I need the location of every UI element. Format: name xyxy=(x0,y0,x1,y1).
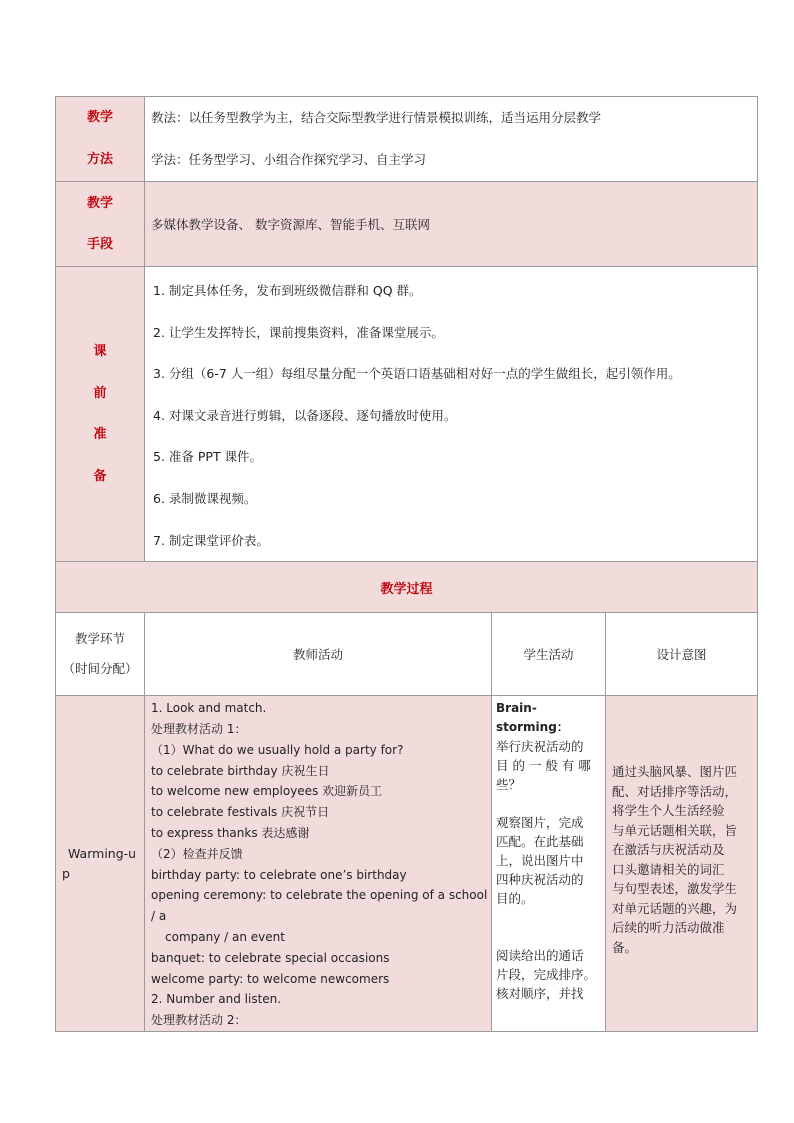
teacher-line: 处理教材活动 2： xyxy=(151,1013,247,1028)
intent-line: 将学生个人生活经验 xyxy=(612,803,725,819)
student-line xyxy=(496,927,605,946)
header-student: 学生活动 xyxy=(492,613,606,696)
header-intent: 设计意图 xyxy=(606,613,758,696)
student-line xyxy=(496,908,605,927)
process-title: 教学过程 xyxy=(56,562,758,613)
intent-line: 对单元话题的兴趣，为 xyxy=(612,900,738,916)
student-line: 目 的 一 般 有 哪 xyxy=(496,758,591,774)
means-label-line: 教学 xyxy=(86,196,113,211)
intent-line: 配、对话排序等活动， xyxy=(612,783,738,799)
teacher-line: to celebrate festivals 庆祝节日 xyxy=(151,805,330,820)
prep-content xyxy=(145,267,758,562)
warmup-teacher xyxy=(145,696,492,1032)
prep-item: 6. 录制微课视频。 xyxy=(153,490,257,506)
student-line: 举行庆祝活动的 xyxy=(496,739,584,755)
teacher-line: to welcome new employees 欢迎新员工 xyxy=(151,784,383,799)
intent-line: 通过头脑风暴、图片匹 xyxy=(612,764,738,780)
warmup-student xyxy=(492,696,606,1032)
prep-label-line: 课 xyxy=(93,344,107,360)
warmup-stage-line: p xyxy=(62,865,70,881)
prep-label xyxy=(56,267,145,562)
lesson-plan-page xyxy=(55,96,757,1032)
student-line: 阅读给出的通话 xyxy=(496,948,584,964)
intent-line: 备。 xyxy=(612,939,638,955)
intent-line: 与单元话题相关联，旨 xyxy=(612,822,738,838)
student-line xyxy=(496,794,605,813)
teacher-line: 1. Look and match. xyxy=(151,701,267,716)
process-header-row xyxy=(56,613,758,696)
teacher-line: opening ceremony: to celebrate the opening of a school / a xyxy=(151,888,488,924)
student-title: Brain-storming： xyxy=(496,701,569,735)
teacher-line: company / an event xyxy=(165,929,285,944)
intent-line: 口头邀请相关的词汇 xyxy=(612,861,725,877)
prep-row xyxy=(56,267,758,562)
process-title-row xyxy=(56,562,758,613)
methods-row xyxy=(56,97,758,182)
means-row xyxy=(56,182,758,267)
teacher-line: welcome party: to welcome newcomers xyxy=(151,971,390,986)
teacher-line: banquet: to celebrate special occasions xyxy=(151,950,390,965)
student-line: 观察图片，完成 xyxy=(496,815,584,831)
intent-line: 后续的听力活动做准 xyxy=(612,920,725,936)
prep-item: 3. 分组（6-7 人一组）每组尽量分配一个英语口语基础相对好一点的学生做组长，起引领作用。 xyxy=(153,366,681,382)
teacher-line: birthday party: to celebrate one’s birthday xyxy=(151,867,407,882)
header-stage-line: （时间分配） xyxy=(62,661,138,677)
teacher-line: （2）检查并反馈 xyxy=(151,846,243,861)
student-line: 四种庆祝活动的 xyxy=(496,872,584,888)
student-line: 片段，完成排序。 xyxy=(496,967,597,983)
prep-item: 4. 对课文录音进行剪辑，以备逐段、逐句播放时使用。 xyxy=(153,407,457,423)
methods-content xyxy=(145,97,758,182)
student-line: 核对顺序，并找 xyxy=(496,986,584,1002)
teacher-line: 处理教材活动 1： xyxy=(151,721,247,736)
student-line: 匹配。在此基础 xyxy=(496,834,584,850)
student-line: 目的。 xyxy=(496,891,534,907)
methods-label xyxy=(56,97,145,182)
means-label-line: 手段 xyxy=(86,237,113,252)
warmup-row xyxy=(56,696,758,1032)
prep-label-line: 准 xyxy=(93,427,107,443)
student-line: 上，说出图片中 xyxy=(496,853,584,869)
methods-label-line: 教学 xyxy=(86,110,113,125)
teacher-line: 2. Number and listen. xyxy=(151,992,282,1007)
prep-item: 7. 制定课堂评价表。 xyxy=(153,532,269,548)
teaching-method-text: 教法：以任务型教学为主，结合交际型教学进行情景模拟训练，适当运用分层教学 xyxy=(151,110,602,125)
warmup-intent xyxy=(606,696,758,1032)
prep-item: 5. 准备 PPT 课件。 xyxy=(153,449,263,465)
methods-label-line: 方法 xyxy=(86,152,113,167)
intent-line: 与句型表述，激发学生 xyxy=(612,881,738,897)
means-content: 多媒体教学设备、 数字资源库、智能手机、互联网 xyxy=(145,182,758,267)
header-teacher: 教师活动 xyxy=(145,613,492,696)
warmup-stage xyxy=(56,696,145,1032)
learning-method-text: 学法：任务型学习、小组合作探究学习、自主学习 xyxy=(151,152,427,167)
warmup-stage-line: Warming-u xyxy=(68,845,137,861)
teacher-line: to express thanks 表达感谢 xyxy=(151,825,310,840)
prep-label-line: 备 xyxy=(93,468,107,484)
intent-line: 在激活与庆祝活动及 xyxy=(612,842,725,858)
prep-label-line: 前 xyxy=(93,385,107,401)
header-stage xyxy=(56,613,145,696)
teacher-line: to celebrate birthday 庆祝生日 xyxy=(151,763,330,778)
header-stage-line: 教学环节 xyxy=(74,631,125,647)
teacher-line: （1）What do we usually hold a party for? xyxy=(151,742,404,757)
student-line: 些？ xyxy=(496,777,522,793)
prep-item: 2. 让学生发挥特长，课前搜集资料，准备课堂展示。 xyxy=(153,324,444,340)
lesson-plan-table xyxy=(55,96,758,1032)
prep-item: 1. 制定具体任务，发布到班级微信群和 QQ 群。 xyxy=(153,283,422,298)
means-label xyxy=(56,182,145,267)
